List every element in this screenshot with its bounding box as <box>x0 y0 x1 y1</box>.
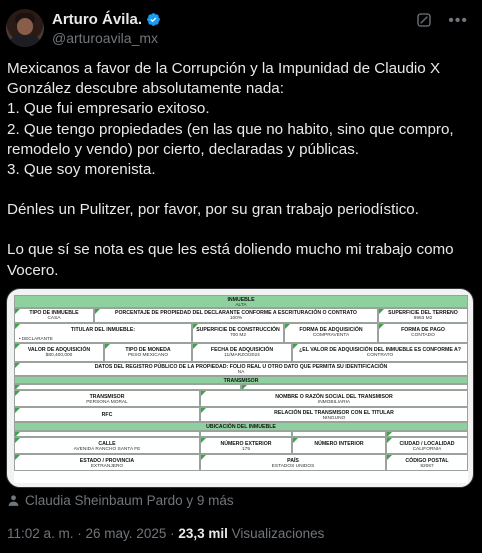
rfc-label: RFC <box>101 412 113 418</box>
registro-label: DATOS DEL REGISTRO PÚBLICO DE LA PROPIEDAD: FOLIO REAL U OTRO DATO QUE PERMITA SU IDENTIFICACIÓN <box>94 364 388 370</box>
fecha-adquisicion-label: FECHA DE ADQUISICIÓN <box>210 347 274 353</box>
tweet-meta <box>7 526 324 541</box>
ciudad-label: CIUDAD / LOCALIDAD <box>399 441 455 447</box>
tweet-line: 3. Que soy morenista. <box>7 161 156 179</box>
transmisor-value: PERSONA MORAL <box>86 400 128 405</box>
author-name-row[interactable] <box>52 11 161 28</box>
tweet-line: 2. Que tengo propiedades (en las que no habito, sino que compro, remodelo y vendo) por cierto, declaradas y públicas. <box>7 120 454 158</box>
cp-label: CÓDIGO POSTAL <box>405 458 449 464</box>
valor-conforme-value: CONTRATO <box>366 353 394 358</box>
num-ext-value: 175 <box>241 447 250 452</box>
section-inmueble: INMUEBLE <box>227 297 255 303</box>
nombre-transmisor-label: NOMBRE O RAZÓN SOCIAL DEL TRANSMISOR <box>275 394 393 400</box>
tweet-text <box>7 59 477 281</box>
nombre-transmisor-value: INMOBILIARIA <box>317 400 351 405</box>
num-int-label: NÚMERO INTERIOR <box>314 441 364 447</box>
more-options-icon[interactable]: ••• <box>448 12 468 29</box>
avatar[interactable] <box>6 9 44 47</box>
inmueble-value: ALTA <box>235 303 247 308</box>
verified-badge-icon <box>146 12 161 27</box>
forma-adquisicion-label: FORMA DE ADQUISICIÓN <box>299 327 363 333</box>
transmisor-label: TRANSMISOR <box>89 394 125 400</box>
person-icon <box>7 494 20 507</box>
grok-icon[interactable] <box>416 12 432 28</box>
tweet-timestamp[interactable]: 11:02 a. m. · 26 may. 2025 · <box>7 526 179 541</box>
titular-value: • DECLARANTE <box>19 336 53 341</box>
forma-pago-value: CONTADO <box>411 333 435 338</box>
tweet-line: Mexicanos a favor de la Corrupción y la Impunidad de Claudio X González descubre absolutamente nada: <box>7 60 441 98</box>
forma-adquisicion-value: COMPRAVENTA <box>312 333 350 338</box>
ciudad-value: CALIFORNIA <box>412 447 442 452</box>
fecha-adquisicion-value: 11/MARZO/2024 <box>224 353 260 358</box>
section-transmisor: TRANSMISOR <box>223 378 259 384</box>
superficie-construccion-label: SUPERFICIE DE CONSTRUCCIÓN <box>196 327 280 333</box>
num-ext-label: NÚMERO EXTERIOR <box>220 441 272 447</box>
titular-label: TITULAR DEL INMUEBLE: <box>70 327 136 333</box>
forma-pago-label: FORMA DE PAGO <box>401 327 445 333</box>
cp-value: 92067 <box>420 464 434 469</box>
valor-conforme-label: ¿EL VALOR DE ADQUISICIÓN DEL INMUEBLE ES CONFORME A? <box>299 347 461 353</box>
relacion-value: NINGUNO <box>322 416 346 421</box>
tweet-line: Dénles un Pulitzer, por favor, por su gran trabajo periodístico. <box>7 201 419 219</box>
pais-label: PAÍS <box>287 458 299 464</box>
tweet-image[interactable] <box>6 288 474 488</box>
liked-by[interactable] <box>7 493 234 508</box>
estado-label: ESTADO / PROVINCIA <box>79 458 135 464</box>
pais-value: ESTADOS UNIDOS <box>271 464 315 469</box>
registro-value: NA <box>237 370 245 375</box>
author-name[interactable]: Arturo Ávila. <box>52 11 143 28</box>
valor-adquisicion-label: VALOR DE ADQUISICIÓN <box>27 347 91 353</box>
view-count: 23,3 mil <box>178 526 228 541</box>
tipo-inmueble-value: CASA <box>47 316 61 321</box>
liked-by-text[interactable]: Claudia Sheinbaum Pardo y 9 más <box>25 493 234 508</box>
superficie-terreno-value: 8963 M2 <box>413 316 433 321</box>
tipo-inmueble-label: TIPO DE INMUEBLE <box>29 310 79 316</box>
relacion-label: RELACIÓN DEL TRANSMISOR CON EL TITULAR <box>274 410 394 416</box>
valor-adquisicion-value: $80,400,000 <box>45 353 73 358</box>
porcentaje-label: PORCENTAJE DE PROPIEDAD DEL DECLARANTE CONFORME A ESCRITURACIÓN O CONTRATO <box>115 310 357 316</box>
author-handle[interactable]: @arturoavila_mx <box>52 30 159 46</box>
estado-value: EXTRANJERO <box>90 464 124 469</box>
tipo-moneda-value: PESO MEXICANO <box>127 353 169 358</box>
tweet-header <box>0 0 482 56</box>
calle-label: CALLE <box>98 441 116 447</box>
views-label: Visualizaciones <box>227 526 325 541</box>
superficie-terreno-label: SUPERFICIE DEL TERRENO <box>388 310 458 316</box>
porcentaje-value: 100% <box>229 316 243 321</box>
declaration-form <box>14 295 468 483</box>
calle-value: AVENIDA RANCHO SANTA FE <box>73 447 141 452</box>
tipo-moneda-label: TIPO DE MONEDA <box>125 347 171 353</box>
section-ubicacion: UBICACIÓN DEL INMUEBLE <box>206 424 276 430</box>
superficie-construccion-value: 700 M2 <box>230 333 246 338</box>
tweet-line: 1. Que fui empresario exitoso. <box>7 100 210 118</box>
tweet-line: Lo que sí se nota es que les está doliendo mucho mi trabajo como Vocero. <box>7 241 454 279</box>
